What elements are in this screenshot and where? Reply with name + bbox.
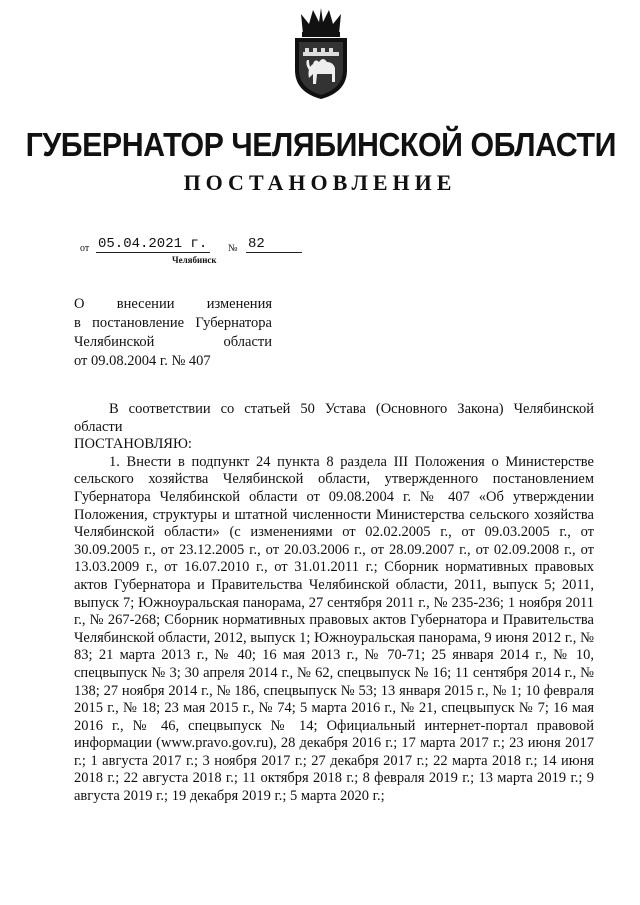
city-label: Челябинск [172, 255, 217, 265]
document-type: ПОСТАНОВЛЕНИЕ [183, 170, 457, 195]
decree-heading: ПОСТАНОВЛЯЮ: [74, 436, 192, 453]
subject-line: Челябинской области [74, 334, 272, 350]
subject-line: О внесении изменения [74, 296, 272, 312]
document-date: 05.04.2021 г. [96, 236, 210, 253]
preamble-paragraph: В соответствии со статьей 50 Устава (Основного Закона) Челябинской области [74, 401, 594, 435]
document-body [74, 401, 594, 806]
issuer-title: ГУБЕРНАТОР ЧЕЛЯБИНСКОЙ ОБЛАСТИ [25, 126, 616, 163]
document-number: 82 [246, 236, 302, 253]
date-prefix: от [80, 243, 90, 254]
item-1-paragraph: 1. Внести в подпункт 24 пункта 8 раздела III Положения о Министерстве сельского хозяйства Челябинской области, утвержденного постановлением Губернатора Челябинской области от 09.08.2004 г. № 407 «Об утверждении Положения, структуры и штатной численности Министерства сельского хозяйства Челябинской области» (с изменениями от 02.02.2005 г., от 09.03.2005 г., от 30.09.2005 г., от 23.12.2005 г., от 20.03.2006 г., от 28.09.2007 г., от 02.09.2008 г., от 13.03.2009 г., от 16.07.2010 г., от 31.01.2011 г.; Сборник нормативных правовых актов Губернатора и Правительства Челябинской области, 2011, выпуск 5; 2011, выпуск 7; Южноуральская панорама, 27 сентября 2011 г., № 235-236; 1 ноября 2011 г., № 267-268; Сборник нормативных правовых актов Губернатора и Правительства Челябинской области, 2012, выпуск 1; Южноуральская панорама, 9 июня 2012 г., № 83; 21 марта 2013 г., № 40; 16 мая 2013 г., № 70-71; 25 января 2014 г., № 10, спецвыпуск № 3; 30 апреля 2014 г., № 62, спецвыпуск № 16; 11 сентября 2014 г., № 138; 27 ноября 2014 г., № 186, спецвыпуск № 53; 13 января 2015 г., № 1; 10 февраля 2015 г., № 18; 23 мая 2015 г., № 74; 5 марта 2016 г., № 21, спецвыпуск № 7; 16 мая 2016 г., № 46, спецвыпуск № 14; Официальный интернет-портал правовой информации (www.pravo.gov.ru), 28 декабря 2016 г.; 17 марта 2017 г.; 23 июня 2017 г.; 1 августа 2017 г.; 3 ноября 2017 г.; 27 декабря 2017 г.; 22 марта 2018 г.; 14 июня 2018 г.; 22 августа 2018 г.; 11 октября 2018 г.; 8 февраля 2019 г.; 13 марта 2019 г.; 9 августа 2019 г.; 19 декабря 2019 г.; 5 марта 2020 г.; [74, 453, 594, 805]
document-subject [74, 295, 272, 371]
number-prefix: № [228, 243, 238, 254]
subject-line: от 09.08.2004 г. № 407 [74, 353, 211, 369]
coat-of-arms-icon [289, 8, 353, 100]
subject-line: в постановление Губернатора [74, 315, 272, 331]
